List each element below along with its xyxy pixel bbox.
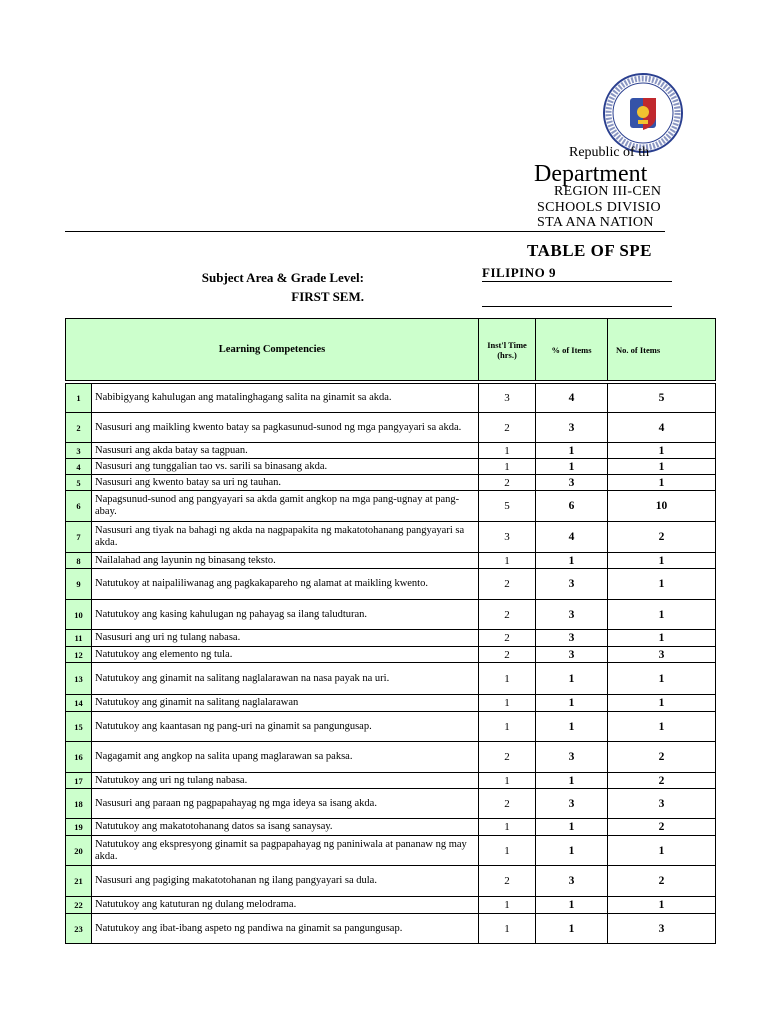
pct-cell: 1 — [536, 443, 608, 459]
table-row — [66, 475, 716, 491]
items-cell: 1 — [608, 553, 716, 569]
competency-cell: Natutukoy ang uri ng tulang nabasa. — [92, 773, 479, 789]
row-number: 19 — [66, 819, 92, 836]
competency-cell: Nasusuri ang tunggalian tao vs. sarili sa binasang akda. — [92, 459, 479, 475]
competency-cell: Natutukoy ang ginamit na salitang naglalarawan — [92, 695, 479, 712]
time-cell: 1 — [479, 773, 536, 789]
header-time: Inst'l Time (hrs.) — [479, 319, 536, 381]
table-row — [66, 630, 716, 647]
time-cell: 1 — [479, 695, 536, 712]
row-number: 6 — [66, 491, 92, 522]
time-cell: 3 — [479, 522, 536, 553]
time-cell: 2 — [479, 600, 536, 630]
pct-cell: 3 — [536, 475, 608, 491]
table-title: TABLE OF SPE — [527, 241, 653, 260]
row-number: 18 — [66, 789, 92, 819]
items-cell: 2 — [608, 522, 716, 553]
time-cell: 1 — [479, 553, 536, 569]
table-row — [66, 742, 716, 773]
row-number: 1 — [66, 384, 92, 413]
competency-cell: Natutukoy ang katuturan ng dulang melodrama. — [92, 897, 479, 914]
row-number: 20 — [66, 836, 92, 866]
pct-cell: 1 — [536, 819, 608, 836]
table-row — [66, 695, 716, 712]
row-number: 7 — [66, 522, 92, 553]
competency-cell: Nagagamit ang angkop na salita upang maglarawan sa paksa. — [92, 742, 479, 773]
pct-cell: 3 — [536, 647, 608, 663]
competency-cell: Nasusuri ang kwento batay sa uri ng tauhan. — [92, 475, 479, 491]
row-number: 10 — [66, 600, 92, 630]
time-cell: 2 — [479, 413, 536, 443]
row-number: 17 — [66, 773, 92, 789]
table-row — [66, 600, 716, 630]
time-cell: 1 — [479, 712, 536, 742]
competency-cell: Nasusuri ang akda batay sa tagpuan. — [92, 443, 479, 459]
items-cell: 5 — [608, 384, 716, 413]
items-cell: 1 — [608, 600, 716, 630]
pct-cell: 3 — [536, 569, 608, 600]
subject-label: Subject Area & Grade Level: — [201, 270, 364, 285]
row-number: 22 — [66, 897, 92, 914]
competency-cell: Natutukoy ang kaantasan ng pang-uri na ginamit sa pangungusap. — [92, 712, 479, 742]
items-cell: 3 — [608, 647, 716, 663]
competency-cell: Natutukoy ang ekspresyong ginamit sa pagpapahayag ng paniniwala at pananaw ng may akda. — [92, 836, 479, 866]
tos-table — [65, 318, 716, 944]
time-cell: 2 — [479, 569, 536, 600]
competency-cell: Natutukoy at naipaliliwanag ang pagkakapareho ng alamat at maikling kwento. — [92, 569, 479, 600]
competency-cell: Nasusuri ang tiyak na bahagi ng akda na nagpapakita ng makatotohanang pangyayari sa akda. — [92, 522, 479, 553]
table-row — [66, 491, 716, 522]
table-row — [66, 836, 716, 866]
department-title: Department — [534, 161, 648, 187]
row-number: 15 — [66, 712, 92, 742]
table-row — [66, 789, 716, 819]
time-cell: 1 — [479, 897, 536, 914]
header-pct: % of Items — [536, 319, 608, 381]
items-cell: 1 — [608, 630, 716, 647]
pct-cell: 3 — [536, 866, 608, 897]
table-row — [66, 712, 716, 742]
time-cell: 1 — [479, 914, 536, 944]
table-row — [66, 647, 716, 663]
table-row — [66, 773, 716, 789]
subject-value: FILIPINO 9 — [482, 265, 672, 282]
pct-cell: 1 — [536, 663, 608, 695]
pct-cell: 1 — [536, 773, 608, 789]
pct-cell: 3 — [536, 742, 608, 773]
items-cell: 1 — [608, 897, 716, 914]
republic-line: Republic of th — [569, 145, 650, 160]
pct-cell: 4 — [536, 384, 608, 413]
items-cell: 1 — [608, 443, 716, 459]
items-cell: 2 — [608, 773, 716, 789]
time-cell: 1 — [479, 459, 536, 475]
table-row — [66, 413, 716, 443]
competency-cell: Natutukoy ang makatotohanang datos sa isang sanaysay. — [92, 819, 479, 836]
header-competencies: Learning Competencies — [66, 319, 479, 381]
pct-cell: 1 — [536, 459, 608, 475]
deped-seal-icon — [602, 72, 684, 154]
competency-cell: Natutukoy ang ibat-ibang aspeto ng pandiwa na ginamit sa pangungusap. — [92, 914, 479, 944]
row-number: 23 — [66, 914, 92, 944]
time-cell: 1 — [479, 819, 536, 836]
table-row — [66, 459, 716, 475]
time-cell: 1 — [479, 836, 536, 866]
competency-cell: Nasusuri ang uri ng tulang nabasa. — [92, 630, 479, 647]
pct-cell: 3 — [536, 600, 608, 630]
row-number: 13 — [66, 663, 92, 695]
row-number: 16 — [66, 742, 92, 773]
row-number: 12 — [66, 647, 92, 663]
items-cell: 1 — [608, 712, 716, 742]
pct-cell: 3 — [536, 789, 608, 819]
table-row — [66, 522, 716, 553]
table-row — [66, 553, 716, 569]
header-items: No. of Items — [608, 319, 716, 381]
items-cell: 1 — [608, 695, 716, 712]
pct-cell: 1 — [536, 897, 608, 914]
table-row — [66, 443, 716, 459]
time-cell: 2 — [479, 475, 536, 491]
competency-cell: Nasusuri ang paraan ng pagpapahayag ng mga ideya sa isang akda. — [92, 789, 479, 819]
time-cell: 3 — [479, 384, 536, 413]
items-cell: 1 — [608, 459, 716, 475]
row-number: 4 — [66, 459, 92, 475]
region-line: REGION III-CEN — [554, 184, 662, 199]
items-cell: 3 — [608, 789, 716, 819]
pct-cell: 3 — [536, 413, 608, 443]
semester-label: FIRST SEM. — [291, 289, 364, 304]
row-number: 21 — [66, 866, 92, 897]
competency-cell: Nabibigyang kahulugan ang matalinghagang salita na ginamit sa akda. — [92, 384, 479, 413]
schools-division-line: SCHOOLS DIVISIO — [537, 200, 661, 215]
competency-cell: Nasusuri ang maikling kwento batay sa pagkasunud-sunod ng mga pangyayari sa akda. — [92, 413, 479, 443]
row-number: 8 — [66, 553, 92, 569]
items-cell: 4 — [608, 413, 716, 443]
table-row — [66, 569, 716, 600]
pct-cell: 1 — [536, 836, 608, 866]
row-number: 3 — [66, 443, 92, 459]
time-cell: 5 — [479, 491, 536, 522]
items-cell: 10 — [608, 491, 716, 522]
table-row — [66, 663, 716, 695]
items-cell: 2 — [608, 819, 716, 836]
table-row — [66, 384, 716, 413]
pct-cell: 6 — [536, 491, 608, 522]
table-row — [66, 866, 716, 897]
time-cell: 2 — [479, 742, 536, 773]
pct-cell: 1 — [536, 914, 608, 944]
competency-cell: Natutukoy ang elemento ng tula. — [92, 647, 479, 663]
table-row — [66, 819, 716, 836]
items-cell: 1 — [608, 475, 716, 491]
school-name-line: STA ANA NATION — [537, 215, 654, 230]
competency-cell: Nailalahad ang layunin ng binasang teksto. — [92, 553, 479, 569]
table-body — [66, 381, 716, 944]
competency-cell: Nasusuri ang pagiging makatotohanan ng ilang pangyayari sa dula. — [92, 866, 479, 897]
pct-cell: 1 — [536, 695, 608, 712]
semester-value — [482, 290, 672, 307]
row-number: 5 — [66, 475, 92, 491]
time-cell: 1 — [479, 443, 536, 459]
row-number: 11 — [66, 630, 92, 647]
pct-cell: 3 — [536, 630, 608, 647]
pct-cell: 1 — [536, 553, 608, 569]
time-cell: 1 — [479, 663, 536, 695]
row-number: 2 — [66, 413, 92, 443]
competency-cell: Natutukoy ang kasing kahulugan ng pahayag sa ilang taludturan. — [92, 600, 479, 630]
competency-cell: Natutukoy ang ginamit na salitang naglalarawan na nasa payak na uri. — [92, 663, 479, 695]
pct-cell: 4 — [536, 522, 608, 553]
time-cell: 2 — [479, 647, 536, 663]
time-cell: 2 — [479, 630, 536, 647]
table-row — [66, 897, 716, 914]
pct-cell: 1 — [536, 712, 608, 742]
items-cell: 3 — [608, 914, 716, 944]
items-cell: 2 — [608, 742, 716, 773]
row-number: 14 — [66, 695, 92, 712]
header-divider — [65, 231, 665, 232]
items-cell: 1 — [608, 836, 716, 866]
items-cell: 1 — [608, 663, 716, 695]
time-cell: 2 — [479, 866, 536, 897]
time-cell: 2 — [479, 789, 536, 819]
table-row — [66, 914, 716, 944]
row-number: 9 — [66, 569, 92, 600]
items-cell: 1 — [608, 569, 716, 600]
items-cell: 2 — [608, 866, 716, 897]
competency-cell: Napagsunud-sunod ang pangyayari sa akda gamit angkop na mga pang-ugnay at pang-abay. — [92, 491, 479, 522]
